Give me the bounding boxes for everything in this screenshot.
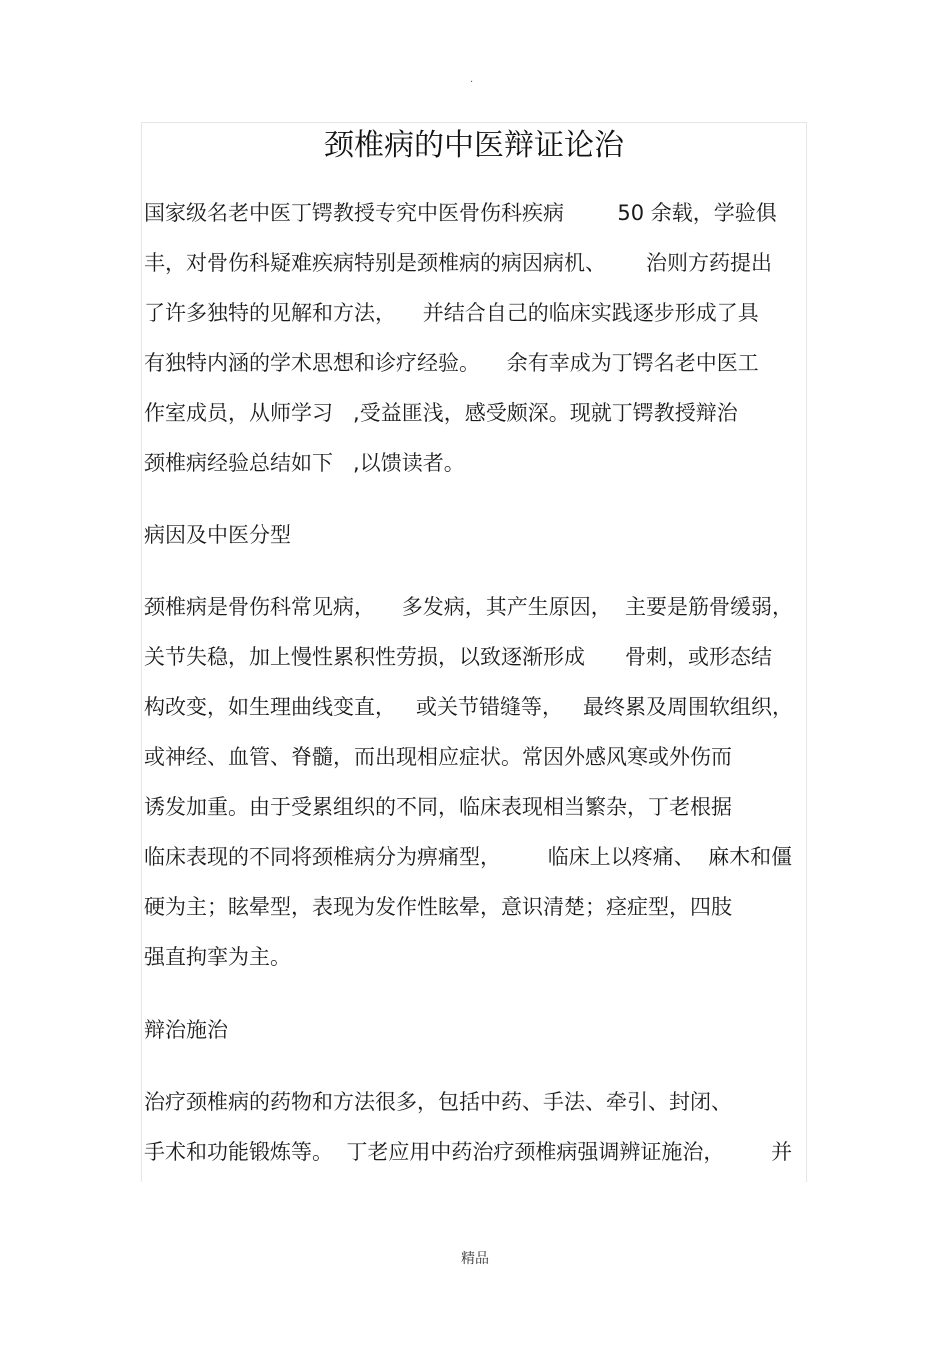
document-title: 颈椎病的中医辩证论治: [324, 128, 624, 163]
section1-line-7: 硬为主；眩晕型，表现为发作性眩晕，意识清楚；痉症型，四肢: [144, 895, 732, 919]
section1-line-5: 诱发加重。由于受累组织的不同，临床表现相当繁杂，丁老根据: [144, 795, 732, 819]
intro-line-3: 了许多独特的见解和方法， 并结合自己的临床实践逐步形成了具: [144, 301, 759, 325]
page-footer: 精品: [461, 1251, 489, 1267]
intro-line-6: 颈椎病经验总结如下 ,以馈读者。: [144, 451, 465, 475]
section-heading-treatment: 辩治施治: [144, 1018, 228, 1042]
section1-line-4: 或神经、血管、脊髓，而出现相应症状。常因外感风寒或外伤而: [144, 745, 732, 769]
section2-line-1: 治疗颈椎病的药物和方法很多，包括中药、手法、牵引、封闭、: [144, 1090, 732, 1114]
section1-line-6: 临床表现的不同将颈椎病分为痹痛型， 临床上以疼痛、 麻木和僵: [144, 845, 793, 869]
intro-line-5: 作室成员，从师学习 ,受益匪浅，感受颇深。现就丁锷教授辩治: [144, 401, 738, 425]
intro-line-4: 有独特内涵的学术思想和诊疗经验。 余有幸成为丁锷名老中医工: [144, 351, 759, 375]
section1-line-8: 强直拘挛为主。: [144, 945, 291, 969]
section-heading-etiology: 病因及中医分型: [144, 523, 291, 547]
section1-line-3: 构改变，如生理曲线变直， 或关节错缝等， 最终累及周围软组织，: [144, 695, 794, 719]
intro-line-2: 丰，对骨伤科疑难疾病特别是颈椎病的病因病机、 治则方药提出: [144, 251, 773, 275]
page-top-mark: .: [470, 74, 474, 85]
intro-line-1: 国家级名老中医丁锷教授专究中医骨伤科疾病 50 余载，学验俱: [144, 201, 777, 225]
section1-line-1: 颈椎病是骨伤科常见病， 多发病，其产生原因， 主要是筋骨缓弱，: [144, 595, 794, 619]
section1-line-2: 关节失稳，加上慢性累积性劳损，以致逐渐形成 骨刺，或形态结: [144, 645, 773, 669]
section2-line-2: 手术和功能锻炼等。 丁老应用中药治疗颈椎病强调辨证施治， 并: [144, 1140, 793, 1164]
